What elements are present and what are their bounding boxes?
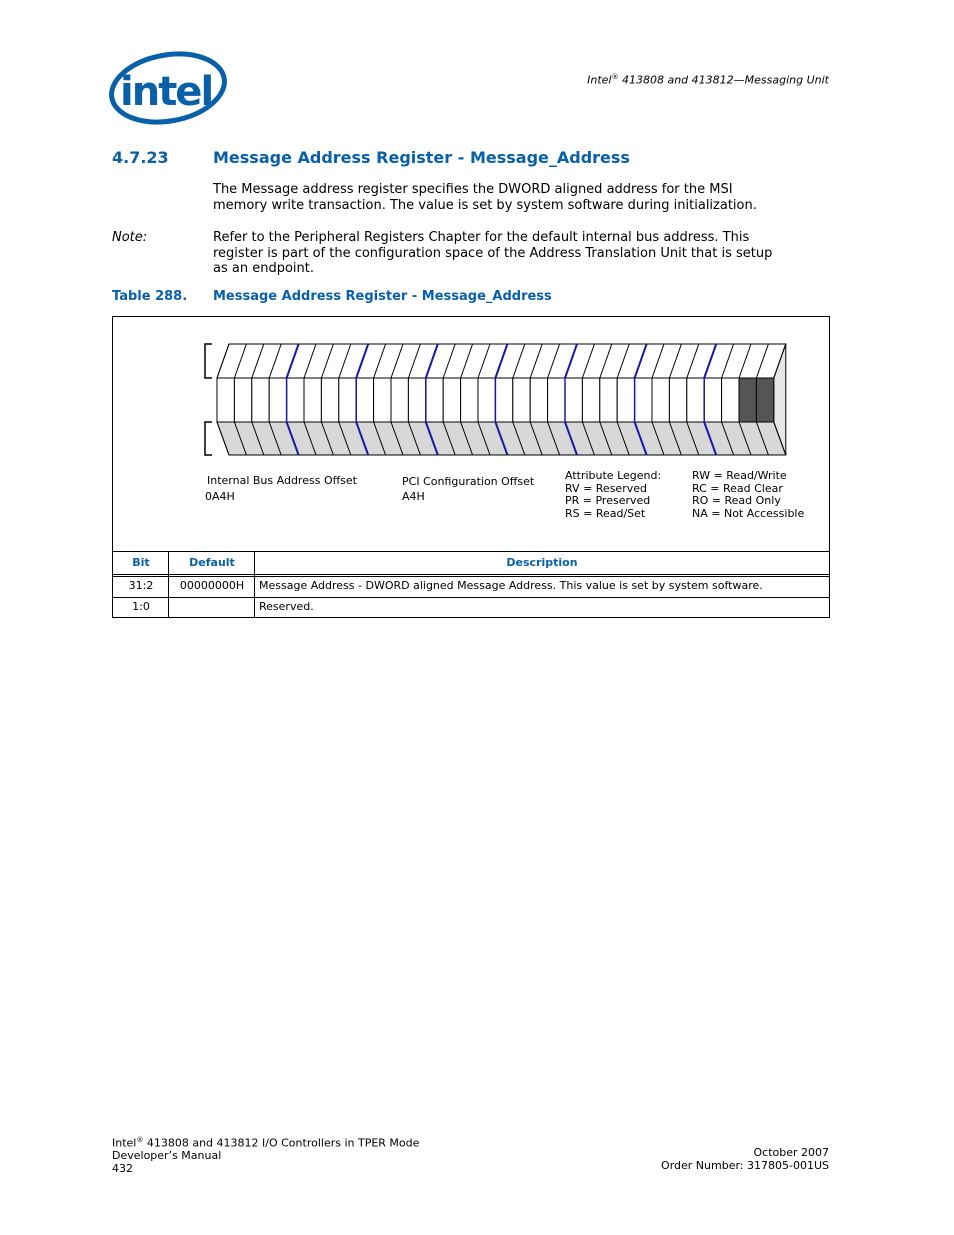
bit-cell xyxy=(478,378,495,422)
internal-offset-label: Internal Bus Address Offset xyxy=(207,474,357,487)
bit-cell xyxy=(426,378,443,422)
bit-cell xyxy=(652,378,669,422)
footer-left xyxy=(112,1134,419,1175)
register-table-frame xyxy=(112,316,830,618)
legend-title: Attribute Legend: xyxy=(565,469,662,482)
cell-default xyxy=(169,598,255,619)
bit-cell xyxy=(548,378,565,422)
bit-cell xyxy=(687,378,704,422)
column-divider xyxy=(168,551,169,617)
bit-cell xyxy=(722,378,739,422)
attribute-legend-left xyxy=(565,470,661,520)
bit-cell xyxy=(582,378,599,422)
footer-date: October 2007 xyxy=(753,1146,829,1159)
column-divider xyxy=(254,551,255,617)
header-default: Default xyxy=(189,556,235,569)
bit-cell xyxy=(304,378,321,422)
bit-cell xyxy=(287,378,304,422)
bit-cell xyxy=(391,378,408,422)
bit-cell xyxy=(443,378,460,422)
header-bit: Bit xyxy=(132,556,150,569)
bit-cell xyxy=(600,378,617,422)
bit-cell xyxy=(252,378,269,422)
legend-item: RS = Read/Set xyxy=(565,506,646,520)
bit-cell xyxy=(495,378,512,422)
running-header: Intel® 413808 and 413812—Messaging Unit xyxy=(587,73,829,87)
table-header xyxy=(113,551,829,577)
top-bracket xyxy=(205,344,212,378)
bit-cell xyxy=(217,378,234,422)
note-paragraph: Refer to the Peripheral Registers Chapter for the default internal bus address. This register is part of the configuration space of the Address Translation Unit that is setup as an endpoint. xyxy=(213,230,773,276)
bit-cell xyxy=(374,378,391,422)
intel-logo xyxy=(108,48,230,128)
bit-cell xyxy=(321,378,338,422)
bit-cell xyxy=(408,378,425,422)
bit-cell xyxy=(356,378,373,422)
section-number: 4.7.23 xyxy=(112,148,169,167)
page-number: 432 xyxy=(112,1161,133,1175)
legend-item: NA = Not Accessible xyxy=(692,506,805,520)
bit-cell xyxy=(704,378,721,422)
footer-order-number: Order Number: 317805-001US xyxy=(661,1158,829,1172)
header-description: Description xyxy=(506,556,578,569)
cell-bit: 1:0 xyxy=(132,600,150,613)
pci-offset-value: A4H xyxy=(402,490,425,503)
bit-cell xyxy=(269,378,286,422)
reserved-bit-cell xyxy=(756,378,773,422)
legend-item: RO = Read Only xyxy=(692,494,781,507)
footer-manual: Developer’s Manual xyxy=(112,1149,222,1163)
internal-offset-value: 0A4H xyxy=(205,490,235,503)
bit-cell xyxy=(669,378,686,422)
bit-cell xyxy=(565,378,582,422)
cell-description: Message Address - DWORD aligned Message Address. This value is set by system software. xyxy=(259,579,763,592)
intel-logo-text: intel xyxy=(120,69,213,115)
register-bits xyxy=(217,344,786,455)
footer-product: Intel® 413808 and 413812 I/O Controllers in TPER Mode xyxy=(112,1136,420,1150)
note-label: Note: xyxy=(112,230,148,245)
bit-cell xyxy=(513,378,530,422)
bit-cell xyxy=(617,378,634,422)
legend-item: RC = Read Clear xyxy=(692,481,783,495)
bit-cell xyxy=(461,378,478,422)
attribute-legend-right xyxy=(692,470,804,520)
table-title: Message Address Register - Message_Address xyxy=(213,289,552,304)
cell-description: Reserved. xyxy=(259,600,314,613)
intro-paragraph: The Message address register specifies the DWORD aligned address for the MSI memory write transaction. The value is set by system software during initialization. xyxy=(213,182,757,213)
table-row xyxy=(113,598,829,619)
bit-cell xyxy=(339,378,356,422)
pci-offset-label: PCI Configuration Offset xyxy=(402,475,535,488)
table-row xyxy=(113,577,829,598)
legend-item: RV = Reserved xyxy=(565,481,647,495)
cell-bit: 31:2 xyxy=(128,579,154,592)
legend-item: RW = Read/Write xyxy=(692,469,787,482)
legend-item: PR = Preserved xyxy=(565,494,651,507)
footer-right xyxy=(661,1147,829,1172)
bit-cell xyxy=(234,378,251,422)
cell-default: 00000000H xyxy=(179,579,245,592)
reserved-bit-cell xyxy=(739,378,756,422)
section-title: Message Address Register - Message_Address xyxy=(213,148,630,167)
bottom-bracket xyxy=(205,422,212,455)
bit-cell xyxy=(530,378,547,422)
table-number: Table 288. xyxy=(112,289,188,304)
bit-cell xyxy=(635,378,652,422)
